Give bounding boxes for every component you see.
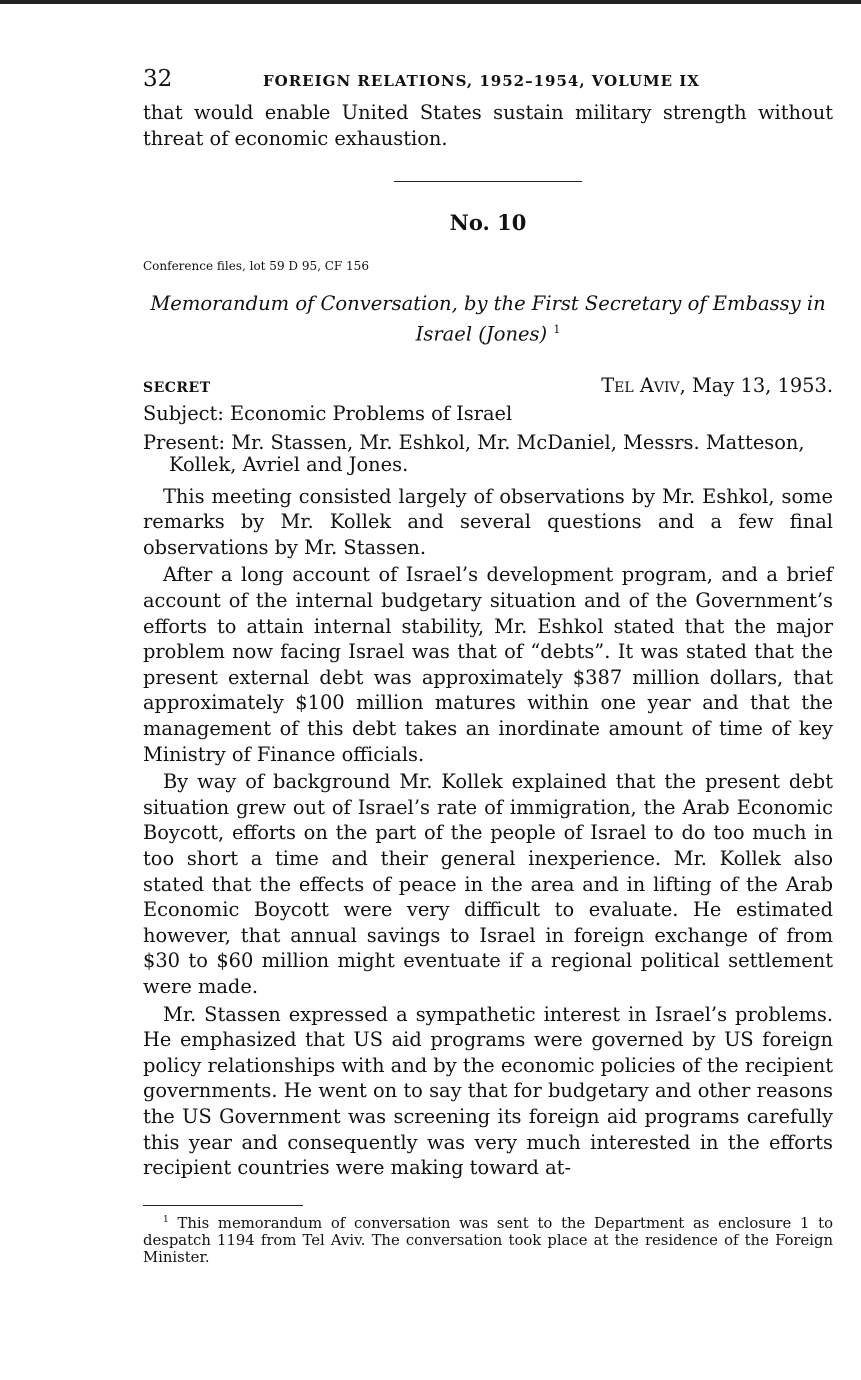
place: Tel Aviv xyxy=(601,373,680,397)
page-number: 32 xyxy=(143,66,173,92)
footnote-divider xyxy=(143,1205,303,1206)
document-page xyxy=(143,66,833,1280)
page-header xyxy=(143,66,833,100)
footnote xyxy=(143,1212,833,1266)
page-top-edge xyxy=(0,0,861,4)
document-title-text: Memorandum of Conversation, by the First Secretary of Embassy in Israel (Jones) xyxy=(150,292,826,346)
carryover-paragraph: that would enable United States sustain military strength without threat of economic exhaustion. xyxy=(143,101,833,150)
source-note: Conference files, lot 59 D 95, CF 156 xyxy=(143,259,369,274)
classification-row xyxy=(143,374,833,397)
footnote-text: This memorandum of conversation was sent to the Department as enclosure 1 to despatch 1194 from Tel Aviv. The conversation took place at the residence of the Foreign Minister. xyxy=(143,1214,833,1266)
body-paragraph: Mr. Stassen expressed a sympathetic interest in Israel’s problems. He emphasized that US aid programs were governed by US foreign policy relationships with and by the economic policies of the recipient governments. He went on to say that for budgetary and other reasons the US Government was screening its foreign aid programs carefully this year and consequently was very much interested in the efforts recipient countries were making toward at- xyxy=(143,1002,833,1180)
place-date xyxy=(601,374,833,397)
footnote-marker: 1 xyxy=(163,1214,169,1225)
memo-body xyxy=(143,484,833,1181)
body-paragraph: By way of background Mr. Kollek explained that the present debt situation grew out of Israel’s rate of immigration, the Arab Economic Boycott, efforts on the part of the people of Israel to do too much in too short a time and their general inexperience. Mr. Kollek also stated that the effects of peace in the area and in lifting of the Arab Economic Boycott were very difficult to evaluate. He estimated however, that annual savings to Israel in foreign exchange of from $30 to $60 million might eventuate if a regional political settlement were made. xyxy=(143,770,833,998)
running-head: FOREIGN RELATIONS, 1952–1954, VOLUME IX xyxy=(263,72,700,90)
body-paragraph: This meeting consisted largely of observations by Mr. Eshkol, some remarks by Mr. Kollek and several questions and a few final observations by Mr. Stassen. xyxy=(143,484,833,559)
body-paragraph: After a long account of Israel’s development program, and a brief account of the internal budgetary situation and of the Government’s efforts to attain internal stability, Mr. Eshkol stated that the major problem now facing Israel was that of “debts”. It was stated that the present external debt was approximately $387 million dollars, that approximately $100 million matures within one year and that the management of this debt takes an inordinate amount of time of key Ministry of Finance officials. xyxy=(143,563,833,766)
document-number: No. 10 xyxy=(449,210,527,236)
classification-label: SECRET xyxy=(143,379,211,396)
section-divider xyxy=(394,181,582,182)
subject-line: Subject: Economic Problems of Israel xyxy=(143,401,513,425)
title-footnote-ref: 1 xyxy=(553,323,561,337)
date: , May 13, 1953. xyxy=(679,373,833,397)
present-line: Present: Mr. Stassen, Mr. Eshkol, Mr. McDaniel, Messrs. Matteson, Kollek, Avriel and Jones. xyxy=(143,430,805,476)
document-title xyxy=(143,291,833,348)
